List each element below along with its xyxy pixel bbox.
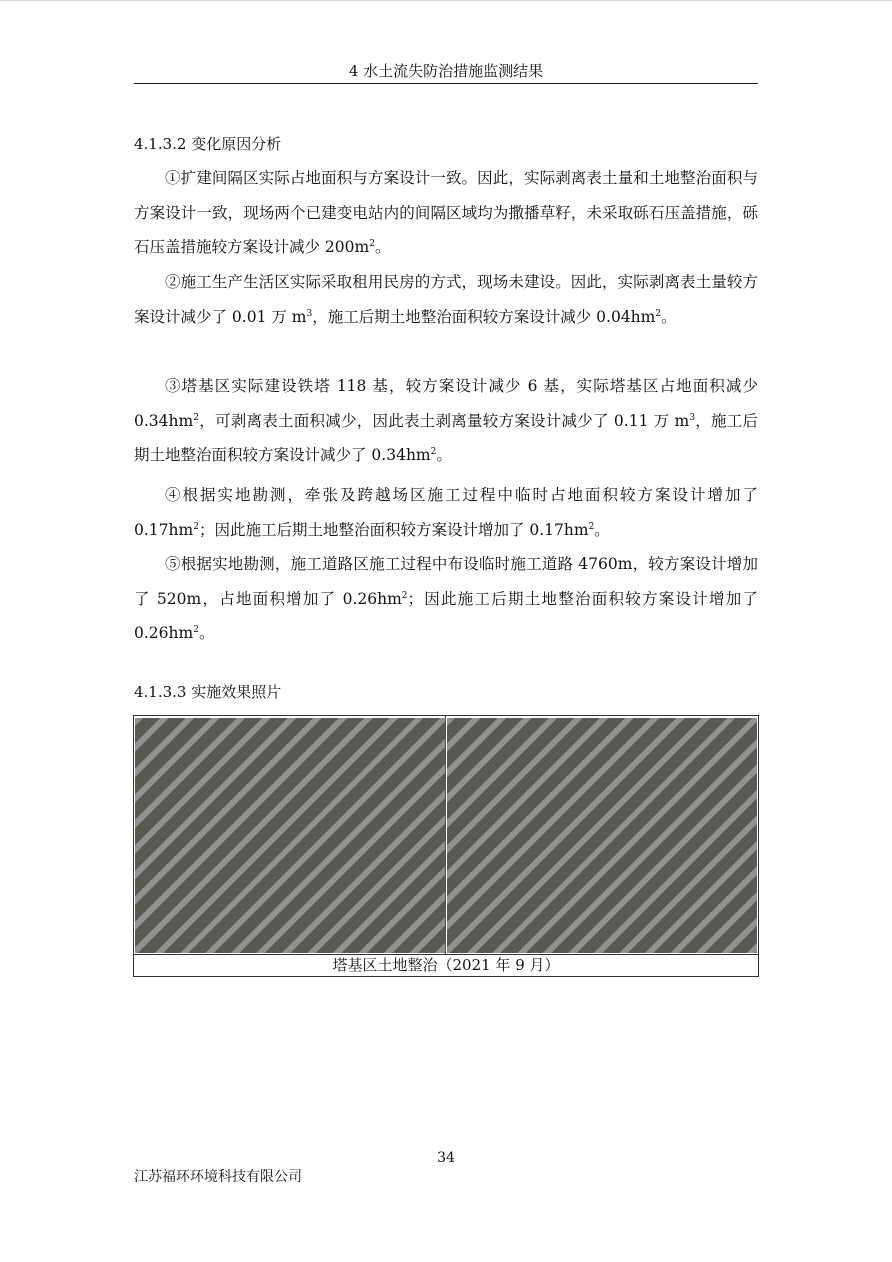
paragraph-4-sup-2: 2 — [588, 521, 595, 532]
page-number: 34 — [437, 1150, 455, 1166]
paragraph-3-sup-2: 3 — [689, 412, 695, 423]
paragraph-1 — [134, 161, 758, 265]
paragraph-2-sup-2: 2 — [655, 308, 662, 319]
paragraph-2-mid: ，施工后期土地整治面积较方案设计减少 0.04hm — [312, 307, 656, 326]
paragraph-5-sup-2: 2 — [193, 624, 199, 635]
footer-company: 江苏福环环境科技有限公司 — [134, 1169, 302, 1185]
paragraph-3-sup-1: 2 — [193, 412, 199, 423]
section-heading-change-analysis: 4.1.3.2 变化原因分析 — [134, 135, 282, 153]
paragraph-5 — [134, 547, 758, 651]
paragraph-1-tail: 。 — [374, 238, 391, 256]
paragraph-1-text: ①扩建间隔区实际占地面积与方案设计一致。因此，实际剥离表土量和土地整治面积与方案设计一致，现场两个已建变电站内的间隔区域均为撒播草籽，未采取砾石压盖措施，砾石压盖措施较方案设计减少 200m — [134, 169, 758, 256]
paragraph-3-sup-3: 2 — [430, 446, 437, 457]
paragraph-4-tail: 。 — [594, 520, 610, 539]
photo-table — [133, 715, 759, 977]
paragraph-3-mid-1: ，可剥离表土面积减少，因此表土剥离量较方案设计减少了 0.11 万 m — [198, 411, 690, 430]
header-rule — [134, 83, 758, 84]
paragraph-3-text: ③塔基区实际建设铁塔 118 基，较方案设计减少 6 基，实际塔基区占地面积减少 0.34hm — [134, 377, 758, 430]
paragraph-2-tail: 。 — [661, 307, 677, 326]
running-header: 4 水土流失防治措施监测结果 — [348, 62, 544, 80]
paragraph-4-mid: ；因此施工后期土地整治面积较方案设计增加了 0.17hm — [198, 520, 589, 539]
paragraph-3-tail: 。 — [436, 446, 452, 464]
paragraph-2-sup-1: 3 — [306, 308, 313, 319]
paragraph-3-mid-2: ，施工后期土地整治面积较方案设计减少了 0.34hm — [134, 411, 758, 464]
paragraph-2 — [134, 265, 758, 334]
paragraph-4 — [134, 478, 758, 547]
photo-right — [447, 718, 757, 953]
photo-caption: 塔基区土地整治（2021 年 9 月） — [332, 956, 560, 974]
page-top-edge — [0, 0, 892, 1]
photo-divider — [445, 716, 446, 954]
photo-left — [135, 718, 445, 953]
section-heading-photos: 4.1.3.3 实施效果照片 — [134, 683, 282, 701]
paragraph-5-tail: 。 — [198, 624, 215, 642]
paragraph-2-text: ②施工生产生活区实际采取租用民房的方式，现场未建设。因此，实际剥离表土量较方案设计减少了 0.01 万 m — [134, 273, 758, 326]
paragraph-4-sup-1: 2 — [193, 521, 199, 532]
paragraph-5-sup-1: 2 — [401, 590, 408, 601]
paragraph-5-text: ⑤根据实地勘测，施工道路区施工过程中布设临时施工道路 4760m，较方案设计增加了 520m，占地面积增加了 0.26hm — [134, 555, 758, 608]
paragraph-5-mid: ；因此施工后期土地整治面积较方案设计增加了 0.26hm — [134, 589, 758, 642]
paragraph-4-text: ④根据实地勘测，牵张及跨越场区施工过程中临时占地面积较方案设计增加了 0.17hm — [134, 486, 758, 539]
paragraph-1-sup: 2 — [369, 238, 375, 249]
paragraph-3 — [134, 369, 758, 473]
